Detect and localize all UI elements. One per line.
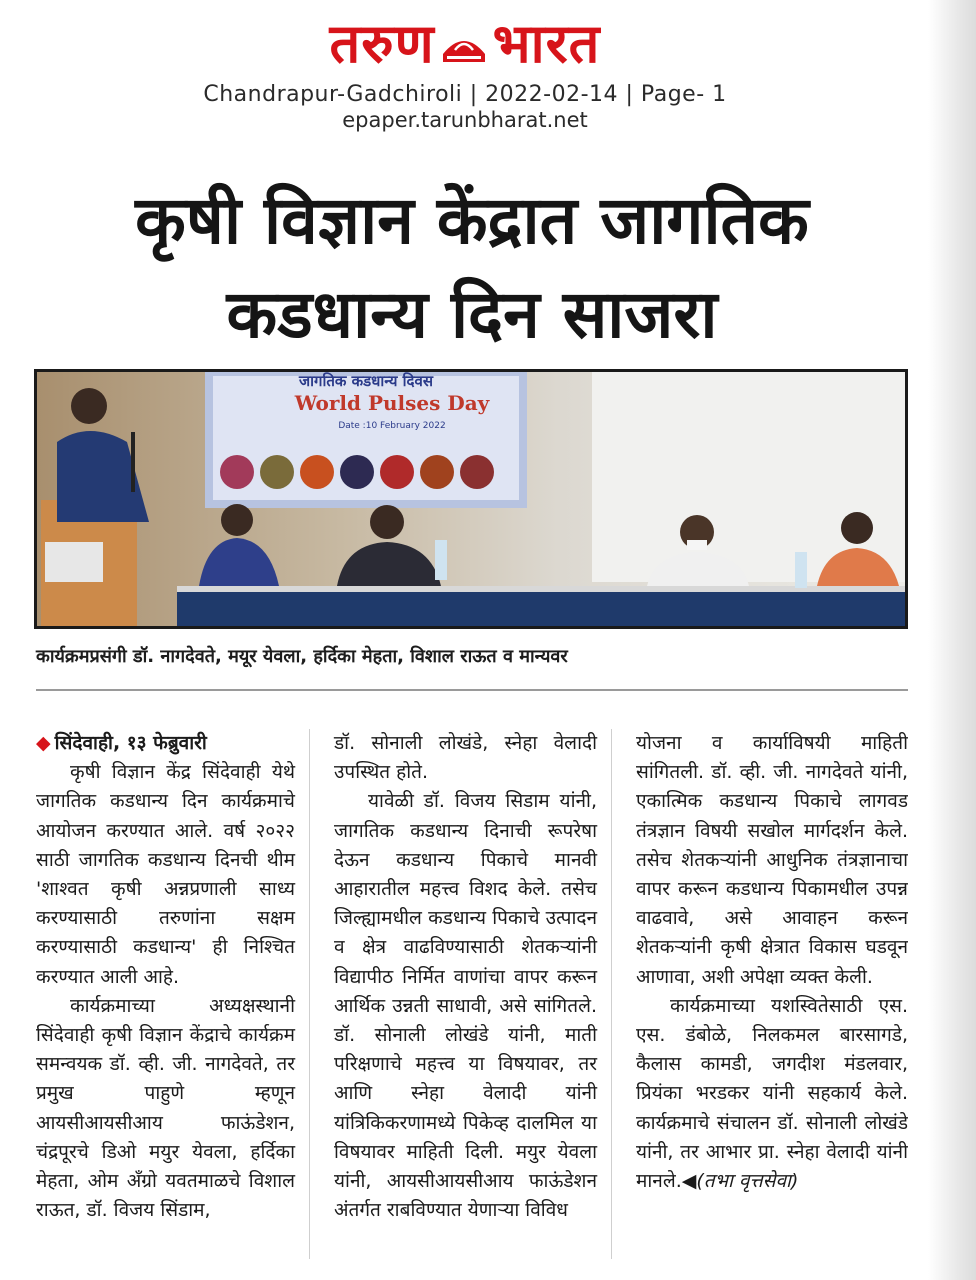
- article-body: [36, 729, 908, 1259]
- paragraph: यावेळी डॉ. विजय सिडाम यांनी, जागतिक कडधान्य दिनाची रूपरेषा देऊन कडधान्य पिकाचे मानवी आहारातील महत्त्व विशद केले. तसेच जिल्ह्यामधील कडधान्य पिकाचे उत्पादन व क्षेत्र वाढविण्यासाठी शेतकऱ्यांनी विद्यापीठ निर्मित वाणांचा वापर करून आर्थिक उन्नती साधावी, असे सांगितले. डॉ. सोनाली लोखंडे यांनी, माती परिक्षणाचे महत्त्व या विषयावर, तर आणि स्नेहा वेलादी यांनी यांत्रिकिकरणामध्ये पिकेव्ह दालमिल या विषयावर माहिती दिली. मयुर येवला यांनी, आयसीआयसीआय फाऊंडेशन अंतर्गत राबविण्यात येणाऱ्या विविध: [334, 790, 597, 1222]
- paragraph: डॉ. सोनाली लोखंडे, स्नेहा वेलादी उपस्थित होते.: [334, 732, 597, 784]
- om-emblem-icon: [441, 24, 487, 64]
- dateline: [36, 729, 295, 758]
- newspaper-logo[interactable]: [330, 14, 601, 74]
- end-arrow-icon: ◀: [681, 1170, 697, 1193]
- event-photo: [34, 369, 908, 629]
- banner-date: Date :10 February 2022: [338, 421, 446, 431]
- paragraph: कार्यक्रमाच्या अध्यक्षस्थानी सिंदेवाही कृषी विज्ञान केंद्राचे कार्यक्रम समन्वयक डॉ. व्ही. जी. नागदेवते, तर प्रमुख पाहुणे म्हणून आयसीआयसीआय फाऊंडेशन, चंद्रपूरचे डिओ मयुर येवला, हर्दिका मेहता, ओम अँग्रो यवतमाळचे विशाल राऊत, डॉ. विजय सिंडाम,: [36, 994, 295, 1222]
- paragraph: योजना व कार्याविषयी माहिती सांगितली. डॉ. व्ही. जी. नागदेवते यांनी, एकात्मिक कडधान्य पिकाचे लागवड तंत्रज्ञान विषयी सखोल मार्गदर्शन केले. तसेच शेतकऱ्यांनी आधुनिक तंत्रज्ञानाचा वापर करून कडधान्य पिकामधील उपन्न वाढवावे, असे आवाहन करून शेतकऱ्यांनी कृषी क्षेत्रात विकास घडवून आणावा, अशी अपेक्षा व्यक्त केली.: [636, 732, 908, 988]
- dateline-text: सिंदेवाही, १३ फेब्रुवारी: [54, 732, 207, 754]
- logo-name-left: तरुण: [329, 12, 435, 75]
- logo-name-right: भारत: [492, 12, 601, 75]
- news-source: (तभा वृत्तसेवा): [696, 1170, 799, 1193]
- epaper-url[interactable]: epaper.tarunbharat.net: [342, 108, 588, 132]
- headline-line-1: कृषी विज्ञान केंद्रात जागतिक: [135, 182, 809, 259]
- headline-line-2: कडधान्य दिन साजरा: [226, 276, 718, 353]
- photo-caption: कार्यक्रमप्रसंगी डॉ. नागदेवते, मयूर येवला, हर्दिका मेहता, विशाल राऊत व मान्यवर: [36, 646, 568, 667]
- head-table: [177, 590, 905, 626]
- masthead: [0, 14, 930, 132]
- paragraph-text: कार्यक्रमाच्या यशस्वितेसाठी एस. एस. डंबोळे, निलकमल बारसागडे, कैलास कामडी, जगदीश मंडलवार, प्रियंका भरडकर यांनी सहकार्य केले. कार्यक्रमाचे संचालन डॉ. सोनाली लोखंडे यांनी, तर आभार प्रा. स्नेहा वेलादी यांनी मानले.: [636, 994, 908, 1193]
- article-headline: [36, 174, 908, 362]
- article-column-3: [612, 729, 908, 1259]
- section-divider: [36, 689, 908, 691]
- article-column-1: [36, 729, 310, 1259]
- paragraph: [636, 992, 908, 1196]
- diamond-bullet-icon: ◆: [36, 732, 51, 754]
- banner-title: जागतिक कडधान्य दिवस: [299, 372, 433, 390]
- paragraph: कृषी विज्ञान केंद्र सिंदेवाही येथे जागतिक कडधान्य दिन कार्यक्रमाचे आयोजन करण्यात आले. वर्ष २०२२ साठी जागतिक कडधान्य दिनची थीम 'शाश्वत कृषी अन्नप्रणाली साध्य करण्यासाठी तरुणांना सक्षम करण्यासाठी कडधान्य' ही निश्चित करण्यात आली आहे.: [36, 761, 295, 988]
- article-column-2: [310, 729, 612, 1259]
- banner-subtitle: World Pulses Day: [294, 391, 490, 415]
- edition-line: Chandrapur-Gadchiroli | 2022-02-14 | Page- 1: [203, 82, 727, 107]
- page-edge-shadow: [928, 0, 976, 1280]
